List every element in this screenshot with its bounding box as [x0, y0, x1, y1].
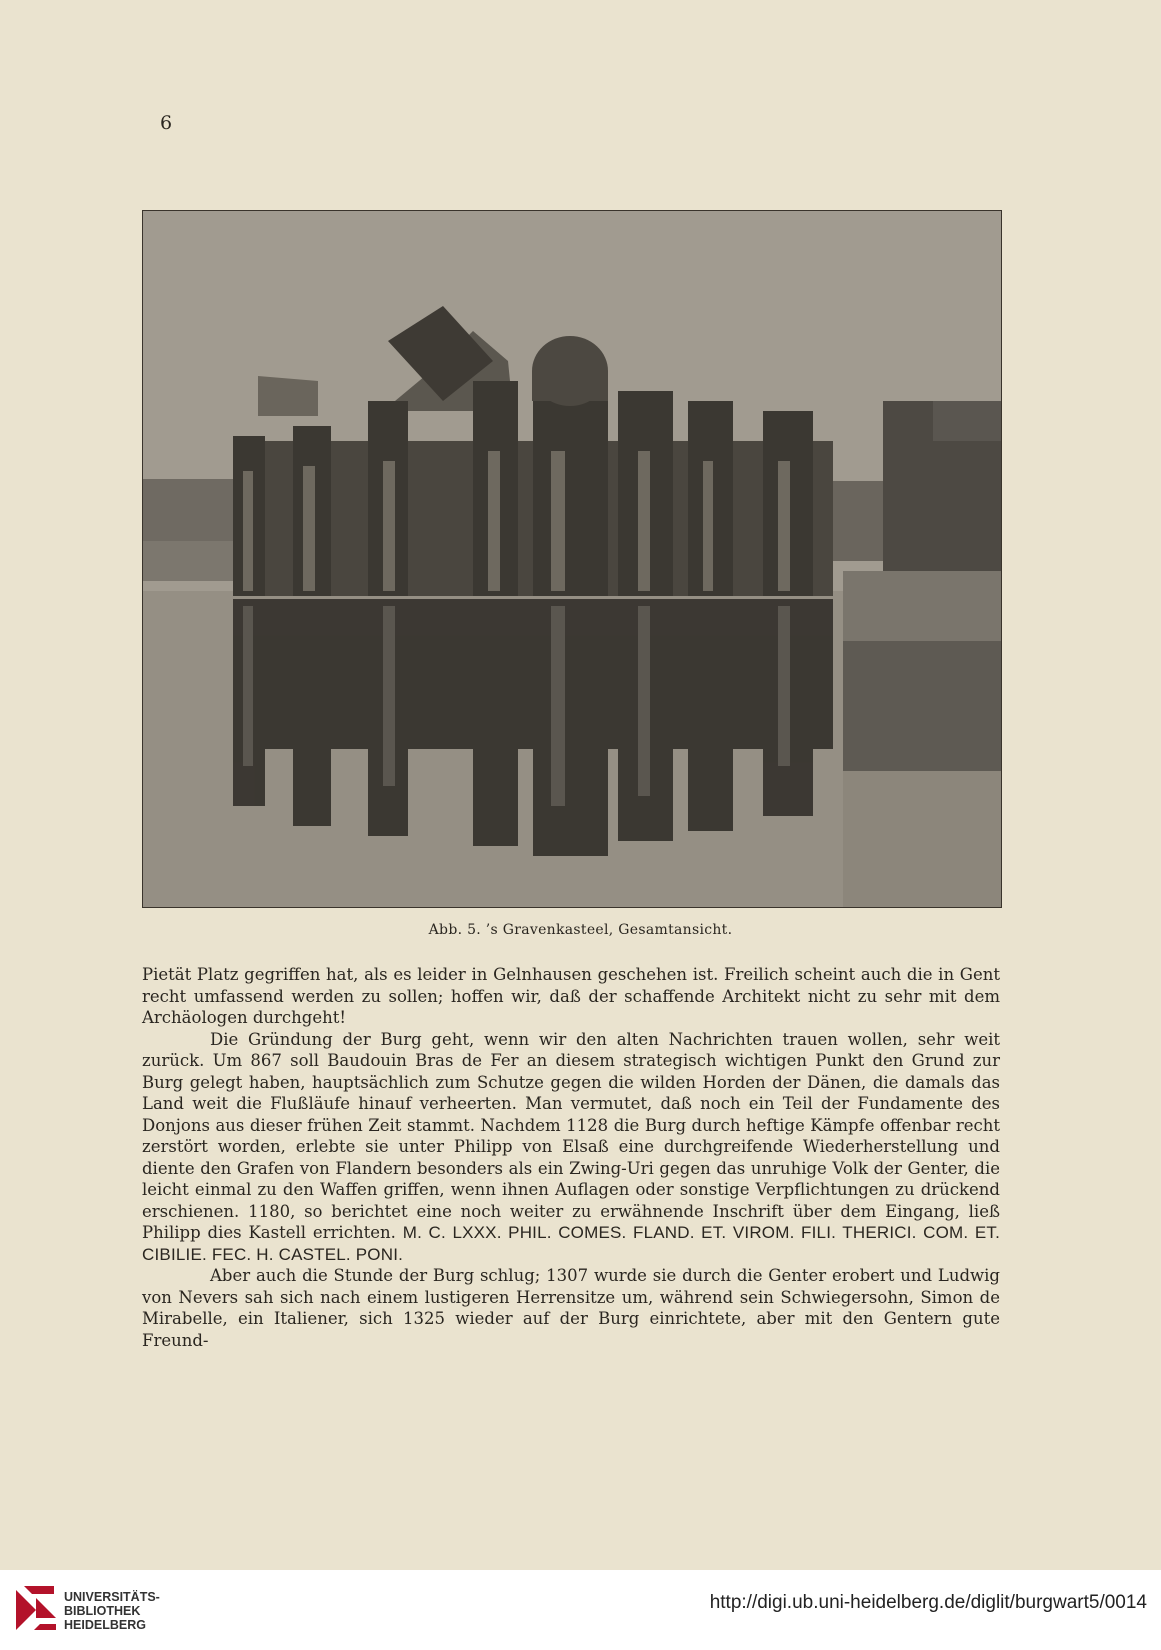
logo-line-3: HEIDELBERG — [64, 1618, 146, 1632]
source-url-link[interactable]: http://digi.ub.uni-heidelberg.de/diglit/burgwart5/0014 — [709, 1592, 1147, 1613]
castle-photo-graphic — [143, 211, 1001, 907]
latin-inscription: M. C. LXXX. PHIL. COMES. FLAND. ET. VIROM. FILI. THERICI. COM. ET. CIBILIE. FEC. H. CASTEL. PONI. — [142, 1223, 1000, 1264]
ub-heidelberg-logo-icon — [14, 1584, 58, 1632]
paragraph-2-text: Die Gründung der Burg geht, wenn wir den alten Nachrichten trauen wollen, sehr weit zurück. Um 867 soll Baudouin Bras de Fer an diesem strategisch wichtigen Punkt den Grund zur Burg gelegt haben, hauptsächlich zum Schutze gegen die wilden Horden der Dänen, die damals das Land weit die Flußläufe hinauf verheerten. Man vermutet, daß noch ein Teil der Fundamente des Donjons aus dieser frühen Zeit stammt. Nachdem 1128 die Burg durch heftige Kämpfe offenbar recht zerstört worden, erlebte sie unter Philipp von Elsaß eine durchgreifende Wiederherstellung und diente den Grafen von Flandern besonders als ein Zwing-Uri gegen das unruhige Volk der Genter, die leicht einmal zu den Waffen griffen, wenn ihnen Auflagen oder sonstige Verpflichtungen zu drückend erschienen. 1180, so berichtet eine noch weiter zu erwähnende Inschrift über dem Eingang, ließ Philipp dies Kastell errichten. — [142, 1029, 1000, 1242]
footer-bar — [0, 1570, 1161, 1650]
body-text — [142, 964, 1000, 1351]
library-name — [64, 1590, 160, 1632]
castle-photograph — [142, 210, 1002, 908]
paragraph-2 — [142, 1029, 1000, 1266]
logo-line-2: BIBLIOTHEK — [64, 1604, 141, 1618]
logo-line-1: UNIVERSITÄTS- — [64, 1590, 160, 1604]
figure-caption: Abb. 5. ’s Gravenkasteel, Gesamtansicht. — [428, 922, 733, 938]
page-number: 6 — [160, 112, 173, 134]
paragraph-1: Pietät Platz gegriffen hat, als es leider in Gelnhausen geschehen ist. Freilich scheint auch die in Gent recht umfassend werden zu sollen; hoffen wir, daß der schaffende Architekt nicht zu sehr mit dem Archäologen durchgeht! — [142, 965, 1000, 1027]
paragraph-3: Aber auch die Stunde der Burg schlug; 1307 wurde sie durch die Genter erobert und Ludwig von Nevers sah sich nach einem lustigeren Herrensitze um, während sein Schwiegersohn, Simon de Mirabelle, ein Italiener, sich 1325 wieder auf der Burg einrichtete, aber mit den Gentern gute Freund- — [142, 1266, 1000, 1350]
